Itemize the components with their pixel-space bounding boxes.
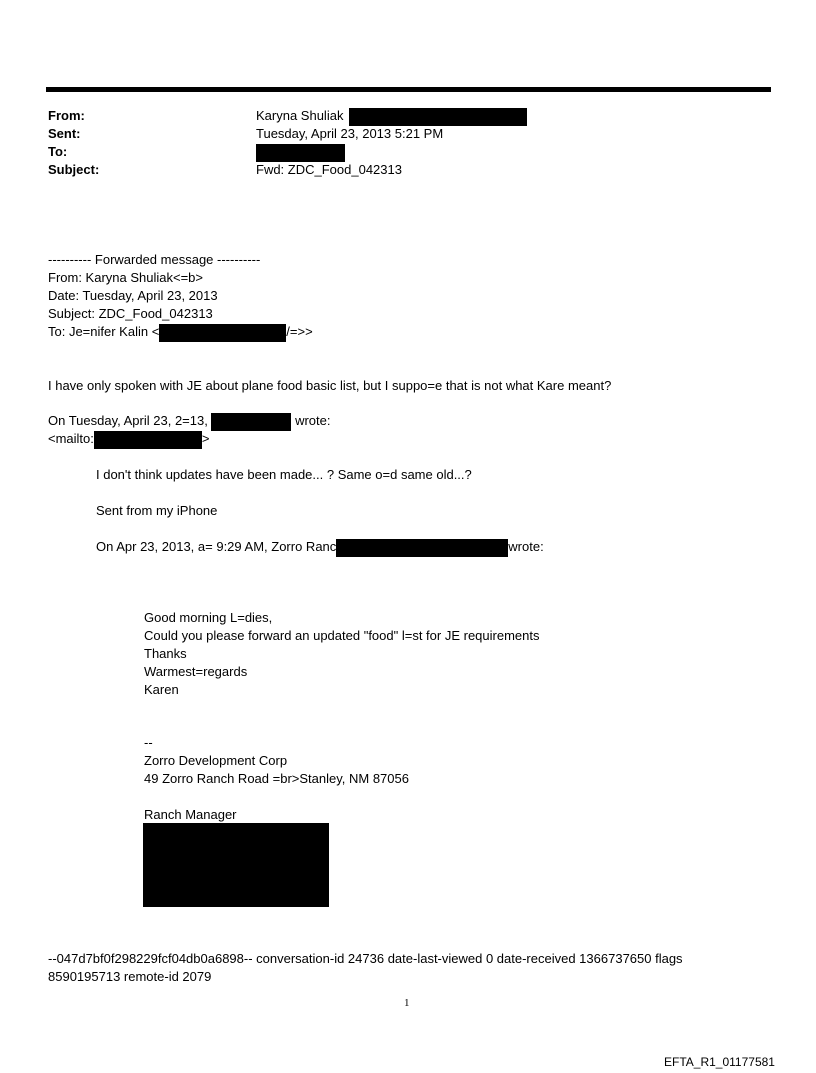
forward-date: Date: Tuesday, April 23, 2013 [48,288,218,303]
signature-address: 49 Zorro Ranch Road =br>Stanley, NM 87056 [144,771,409,786]
forward-to [48,323,313,342]
quote2-line: Could you please forward an updated "food" l=st for JE requirements [144,628,540,643]
mailto-suffix: > [201,431,210,446]
header-rule [46,87,771,92]
redaction-bar [94,431,202,449]
from-value [256,107,527,126]
quote1-suffix: wrote: [295,413,331,428]
forward-separator: ---------- Forwarded message ---------- [48,252,261,267]
redaction-bar [256,144,345,162]
mailto-prefix: <mailto: [48,431,94,446]
signature-company: Zorro Development Corp [144,753,288,768]
quote2-prefix: On Apr 23, 2013, a= 9:29 AM, Zorro Ranc [96,539,337,554]
redaction-bar [211,413,291,431]
redaction-bar [159,324,286,342]
quote2-line: Good morning L=dies, [144,610,273,625]
signature-dash: -- [144,735,153,750]
redaction-bar [336,539,508,557]
from-name: Karyna Shuliak [256,108,344,123]
quote2-line: Warmest=regards [144,664,248,679]
quote1-line2: Sent from my iPhone [96,503,218,518]
forward-subject: Subject: ZDC_Food_042313 [48,306,213,321]
metadata-line1: --047d7bf0f298229fcf04db0a6898-- conversation-id 24736 date-last-viewed 0 date-received 1366737650 flags [48,951,683,966]
quote2-attribution [96,538,544,557]
mailto-line [48,430,209,449]
quote2-suffix: wrote: [508,539,544,554]
forward-to-prefix: To: Je=nifer Kalin < [48,324,160,339]
metadata-line2: 8590195713 remote-id 2079 [48,969,212,984]
reply-text: I have only spoken with JE about plane food basic list, but I suppo=e that is not what Kare meant? [48,378,612,393]
forward-to-suffix: /=>> [286,324,313,339]
quote2-line: Karen [144,682,179,697]
quote2-line: Thanks [144,646,187,661]
signature-title: Ranch Manager [144,807,237,822]
forward-from: From: Karyna Shuliak<=b> [48,270,203,285]
quote1-prefix: On Tuesday, April 23, 2=13, [48,413,208,428]
subject-value: Fwd: ZDC_Food_042313 [256,162,402,177]
subject-label: Subject: [48,162,100,177]
page-number: 1 [404,997,410,1009]
redaction-block [143,823,329,907]
from-label: From: [48,108,85,123]
redaction-bar [349,108,527,126]
document-id: EFTA_R1_01177581 [664,1055,775,1069]
sent-value: Tuesday, April 23, 2013 5:21 PM [256,126,444,141]
to-value [256,143,345,162]
quote1-line1: I don't think updates have been made... ? Same o=d same old...? [96,467,472,482]
sent-label: Sent: [48,126,81,141]
to-label: To: [48,144,68,159]
quote1-attribution [48,412,331,431]
